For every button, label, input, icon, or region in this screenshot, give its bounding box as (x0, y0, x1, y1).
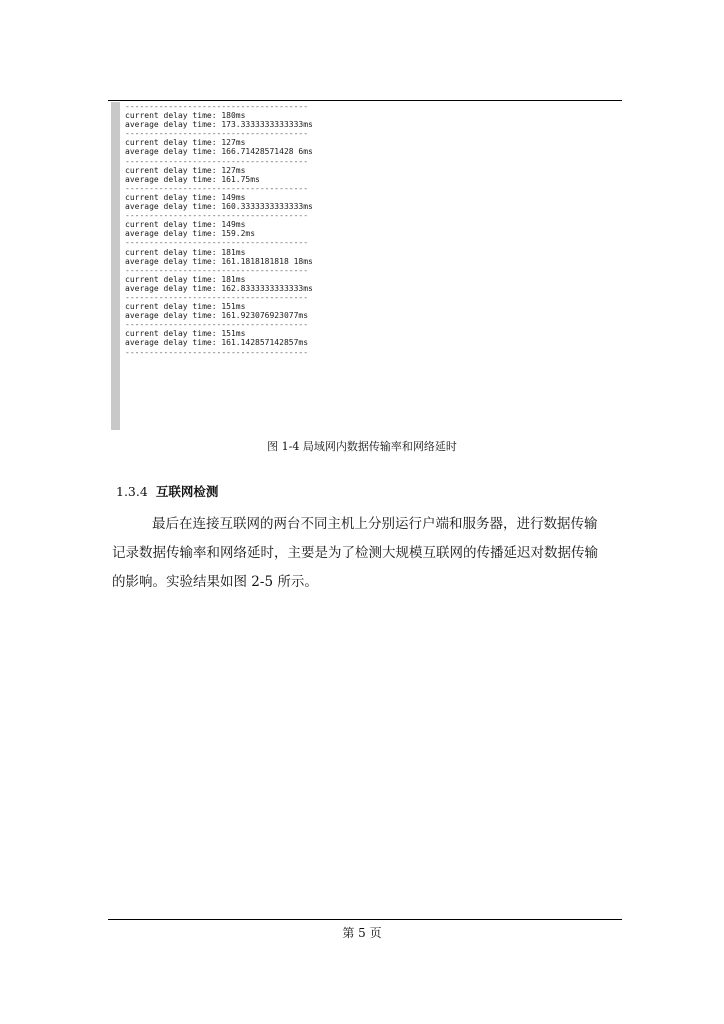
paragraph-line: 的影响。实验结果如图 2-5 所示。 (112, 574, 318, 590)
console-separator: -------------------------------------- (125, 156, 309, 166)
paragraph-line: 最后在连接互联网的两台不同主机上分别运行户端和服务器，进行数据传输 (152, 516, 598, 532)
console-separator: -------------------------------------- (125, 238, 309, 248)
console-separator: -------------------------------------- (125, 183, 309, 193)
console-separator: -------------------------------------- (125, 129, 309, 139)
console-line: current delay time: 149ms (125, 220, 246, 230)
console-line: current delay time: 181ms (125, 247, 246, 257)
console-separator: -------------------------------------- (125, 347, 309, 357)
console-separator: -------------------------------------- (125, 265, 309, 275)
console-line: current delay time: 180ms (125, 111, 246, 121)
console-line: average delay time: 161.1818181818 18ms (125, 256, 313, 266)
console-line: current delay time: 127ms (125, 165, 246, 175)
section-title: 互联网检测 (155, 484, 219, 499)
console-line: average delay time: 161.75ms (125, 174, 260, 184)
section-heading (116, 482, 218, 500)
console-line: current delay time: 127ms (125, 138, 246, 148)
header-rule (108, 100, 622, 101)
section-number: 1.3.4 (116, 484, 148, 499)
console-separator: -------------------------------------- (125, 102, 309, 111)
console-line: average delay time: 166.71428571428 6ms (125, 147, 313, 157)
console-separator: -------------------------------------- (125, 211, 309, 221)
console-line: current delay time: 151ms (125, 329, 246, 339)
console-separator: -------------------------------------- (125, 320, 309, 330)
console-line: average delay time: 159.2ms (125, 229, 256, 239)
body-paragraph (112, 510, 636, 597)
figure-caption: 图 1-4 局域网内数据传输率和网络延时 (267, 440, 457, 453)
console-line: current delay time: 181ms (125, 274, 246, 284)
console-line: average delay time: 161.142857142857ms (125, 338, 309, 348)
footer-rule (108, 919, 622, 920)
console-line: average delay time: 160.3333333333333ms (125, 202, 313, 212)
console-line: current delay time: 149ms (125, 192, 246, 202)
console-line: average delay time: 161.923076923077ms (125, 311, 309, 321)
console-separator: -------------------------------------- (125, 292, 309, 302)
paragraph-line: 记录数据传输率和网络延时，主要是为了检测大规模互联网的传播延迟对数据传输 (112, 545, 598, 561)
page-number: 第 5 页 (342, 926, 382, 940)
console-line: current delay time: 151ms (125, 302, 246, 312)
console-line: average delay time: 162.8333333333333ms (125, 283, 313, 293)
console-line: average delay time: 173.3333333333333ms (125, 120, 313, 130)
console-screenshot (111, 102, 361, 430)
